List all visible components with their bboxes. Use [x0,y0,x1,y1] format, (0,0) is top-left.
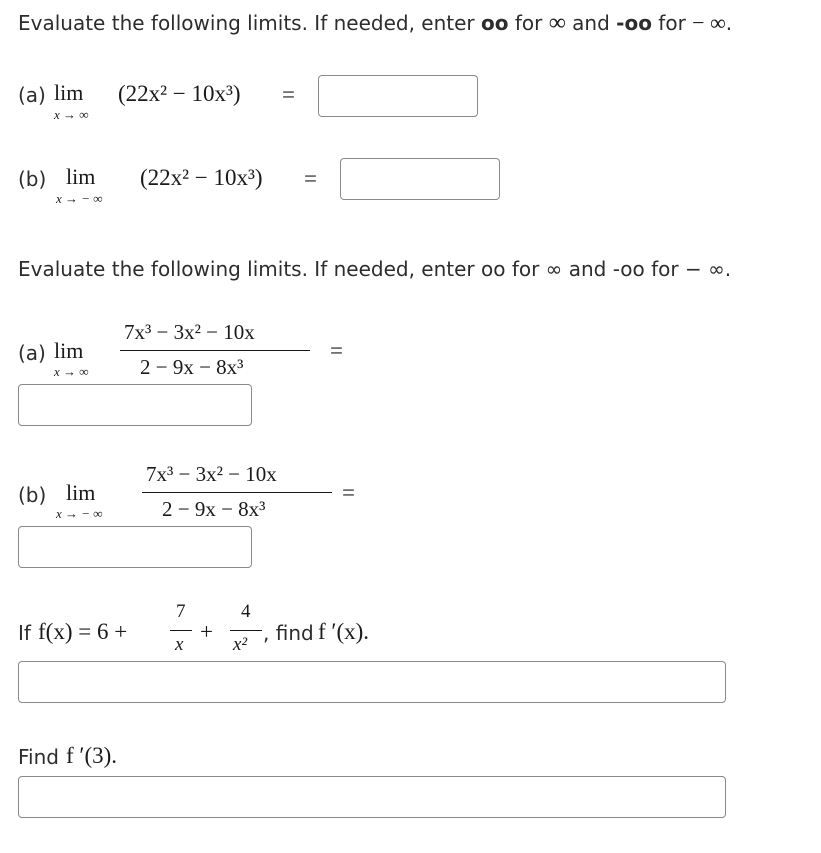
answer-input-2b[interactable] [18,526,252,568]
lim-approach: x → ∞ [54,364,89,379]
instruction-text: and [565,11,617,35]
equals-sign: = [282,82,295,107]
fraction2-bar [230,630,262,631]
fraction1-numerator: 7 [176,601,186,622]
lim-approach: x → − ∞ [56,506,103,521]
fraction1-bar [170,630,192,631]
part-b-label: (b) [18,167,47,191]
section2-instruction: Evaluate the following limits. If needed, enter oo for ∞ and -oo for − ∞. [18,257,732,281]
fraction1-denominator: x [175,634,184,655]
plus-sign: + [200,619,213,644]
evaluate-prefix: Find [18,745,59,769]
inf-symbol: ∞ [548,10,566,36]
lim-operator: lim [54,80,84,105]
answer-input-f-prime-3[interactable] [18,776,726,818]
fraction-bar [120,350,310,351]
lim-operator: lim [66,164,96,189]
equals-sign: = [304,166,317,191]
derivative-suffix: , find [263,621,314,645]
section1-instruction [18,10,732,37]
part-a-label: (a) [18,341,46,365]
answer-input-1a[interactable] [318,75,478,117]
lim-approach: x → − ∞ [56,191,103,206]
neg-inf-code: -oo [616,11,652,35]
fraction2-numerator: 4 [241,601,251,622]
answer-input-1b[interactable] [340,158,500,200]
inf-code: oo [481,11,509,35]
limit-expression: (22x² − 10x³) [140,165,263,190]
limit-expression: (22x² − 10x³) [118,81,241,106]
answer-input-derivative[interactable] [18,661,726,703]
instruction-text: for [508,11,549,35]
fraction-bar [142,492,332,493]
equals-sign: = [342,480,355,505]
lim-approach: x → ∞ [54,107,89,122]
instruction-text: Evaluate the following limits. If needed, enter [18,11,481,35]
derivative-target: f ′(x). [318,619,370,644]
fraction-numerator: 7x³ − 3x² − 10x [124,320,255,344]
lim-operator: lim [66,480,96,505]
derivative-prefix: If [18,621,31,645]
part-a-label: (a) [18,83,46,107]
neg-inf-symbol: − ∞ [692,10,726,35]
function-definition: f(x) = 6 + [38,619,128,644]
part-b-label: (b) [18,483,47,507]
fraction-denominator: 2 − 9x − 8x³ [140,355,244,379]
instruction-text: for [651,11,693,35]
instruction-text: . [725,11,733,35]
lim-operator: lim [54,338,84,363]
fraction2-denominator: x² [233,634,248,655]
answer-input-2a[interactable] [18,384,252,426]
fraction-numerator: 7x³ − 3x² − 10x [146,462,277,486]
evaluate-target: f ′(3). [66,743,118,768]
equals-sign: = [330,338,343,363]
fraction-denominator: 2 − 9x − 8x³ [162,497,266,521]
